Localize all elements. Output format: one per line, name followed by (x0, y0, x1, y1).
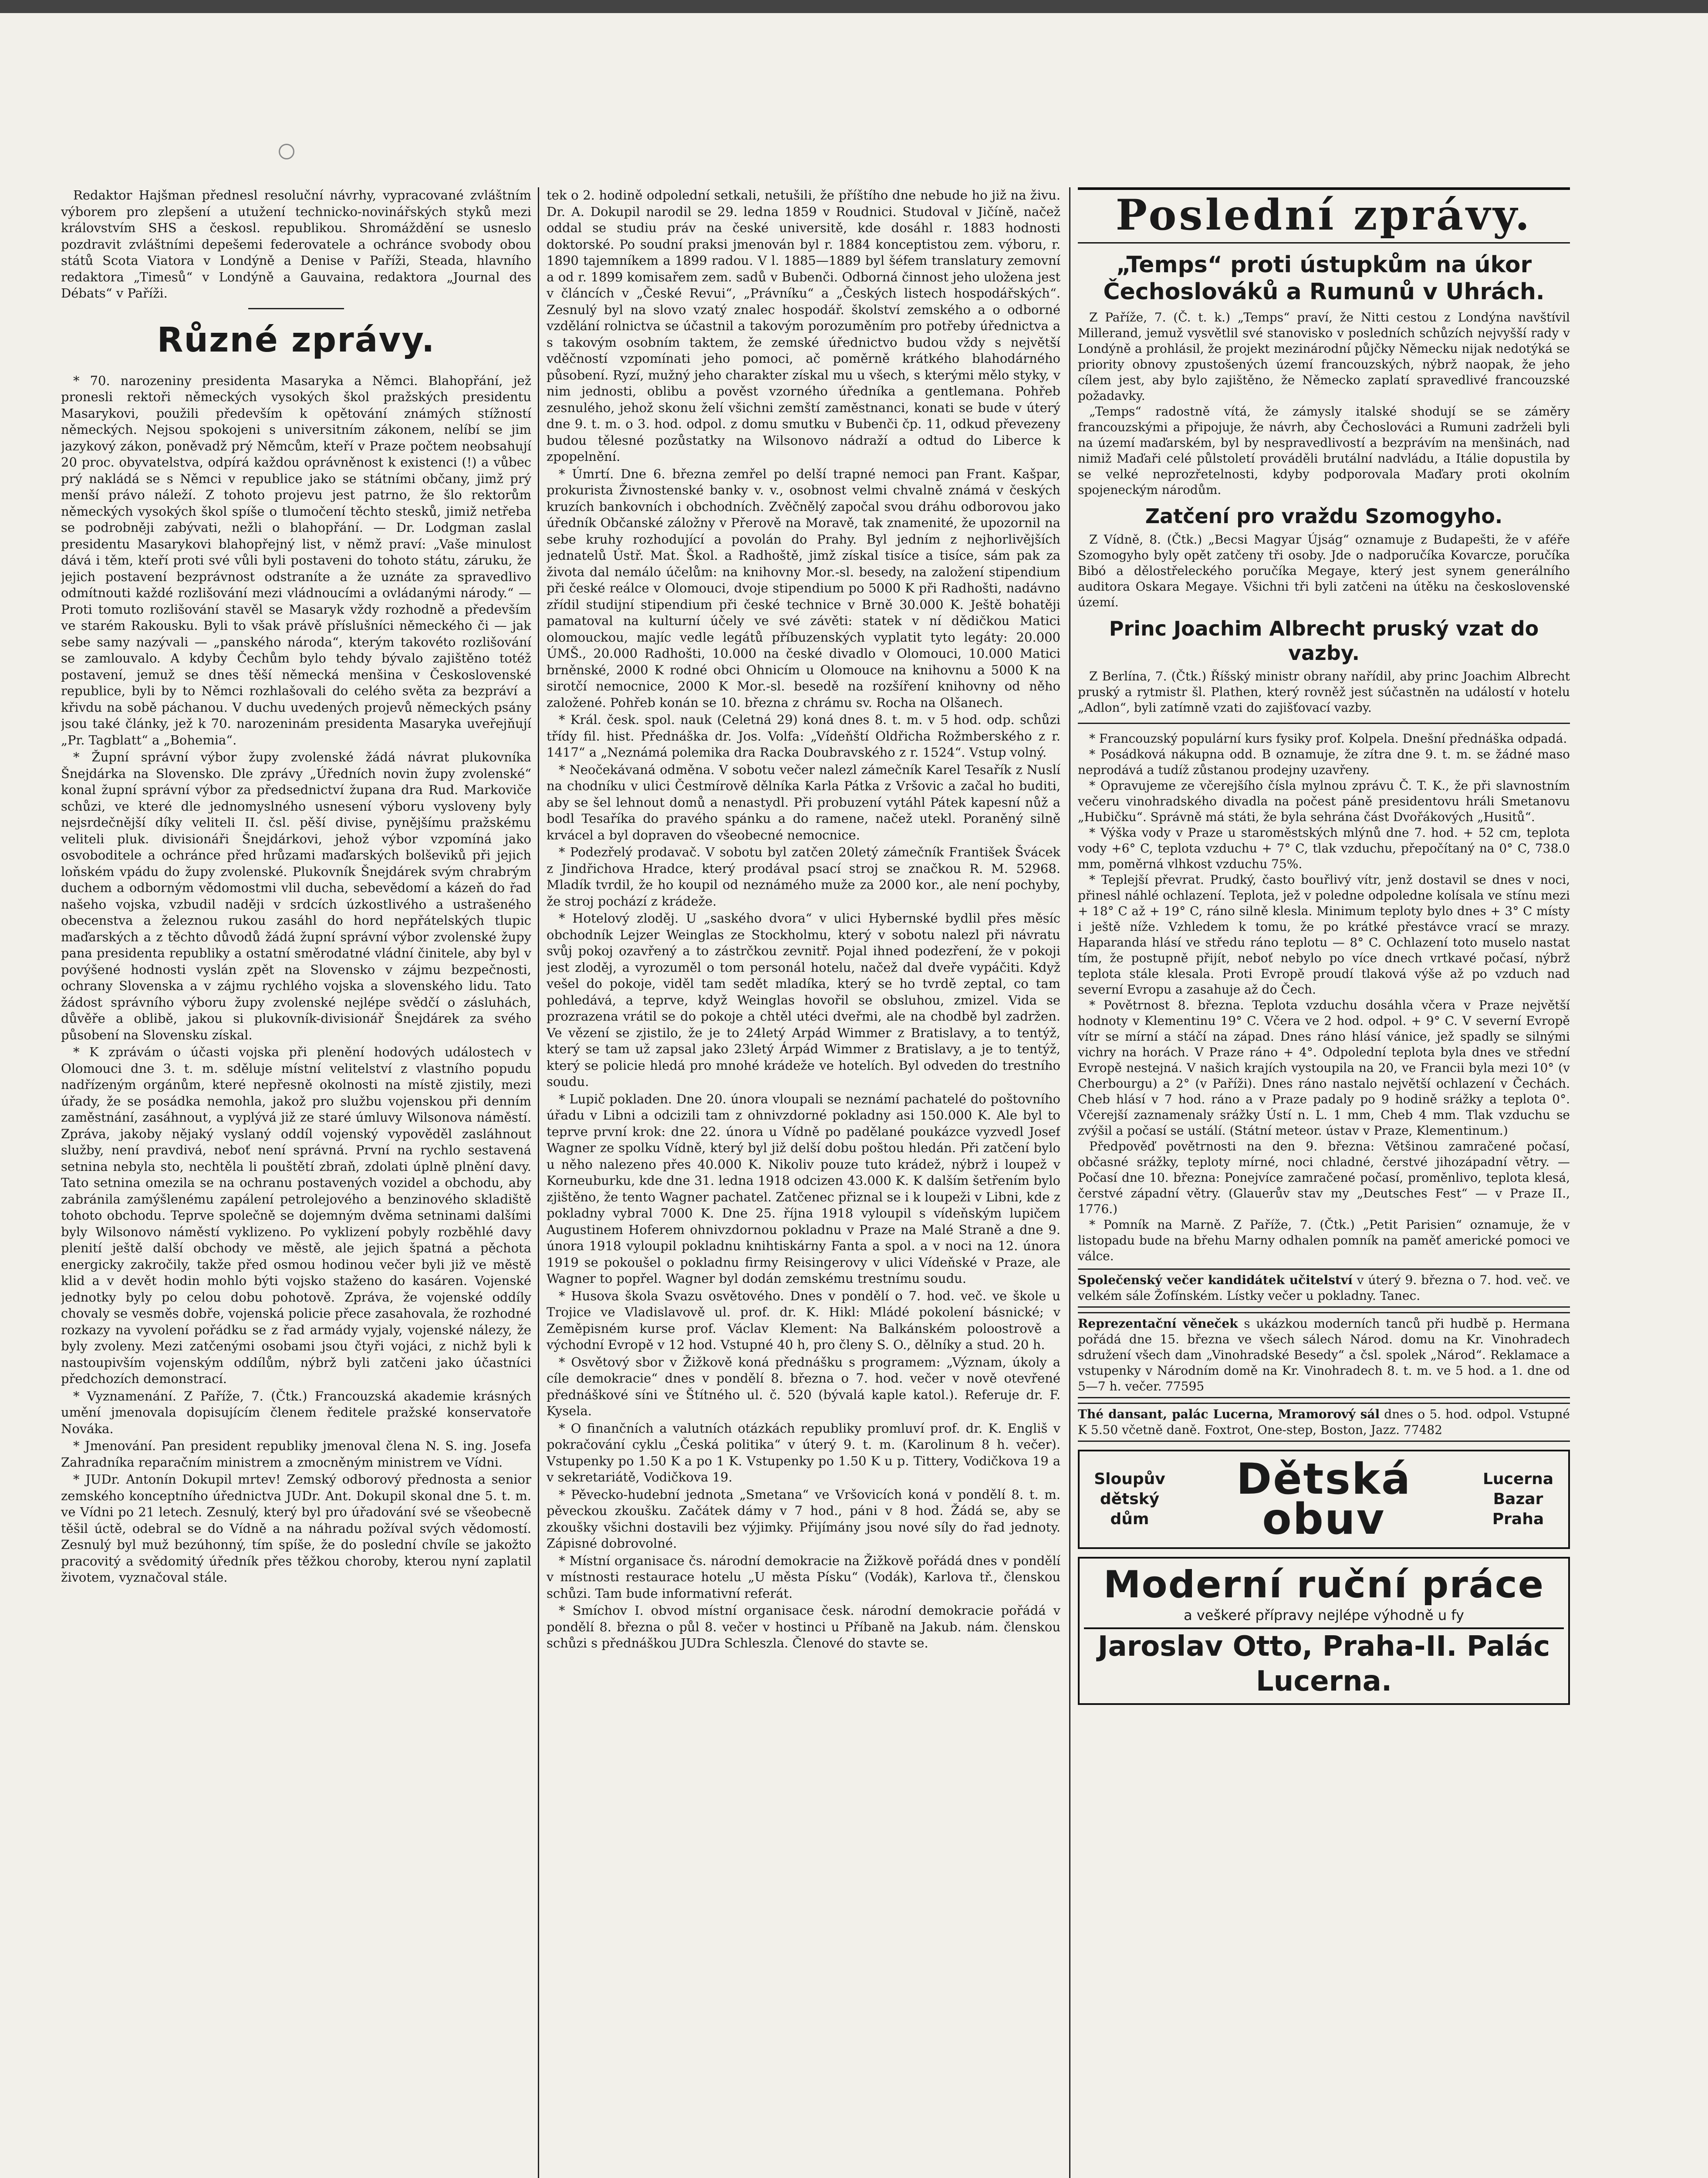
ad-company: Jaroslav Otto, Praha-II. Palác Lucerna. (1084, 1627, 1564, 1699)
article-paragraph: * O finančních a valutních otázkách republiky promluví prof. dr. K. Engliš v pokračování cyklu „Česká politika“ v úterý 9. t. m. (Karolinum 8 h. večer). Vstupenky po 1.50 K a po 1 K. Vstupenky po 1.50 K u p. Tittery, Vodičkova 19 a v sekretariátě, Vodičkova 19. (547, 1420, 1060, 1485)
article-paragraph: * Pěvecko-hudební jednota „Smetana“ ve Vršovicích koná v pondělí 8. t. m. pěveckou zkoušku. Začátek dámy v 7 hod., páni v 8 hod. Žádá se, aby se zkoušky všichni dostavili bez výjimky. Přijímány jsou nové síly do řad jednoty. Zápisné dobrovolné. (547, 1487, 1060, 1551)
short-news: Předpověď povětrnosti na den 9. března: Většinou zamračené počasí, občasné srážky, teploty mírné, noci chladné, čerstvé jihozápadní větry. — Počasí dne 10. března: Ponejvíce zamračené počasí, proměnlivo, teplota klesá, čerstvé západní větry. (Glauerův stav my „Deutsches Fest“ — v Praze II., 1776.) (1078, 1139, 1570, 1216)
short-news: * Pomník na Marně. Z Paříže, 7. (Čtk.) „Petit Parisien“ oznamuje, že v listopadu bude na břehu Marny odhalen pomník na paměť americké pomoci ve válce. (1078, 1218, 1570, 1263)
ad-title: Thé dansant, palác Lucerna, Mramorový sál (1078, 1407, 1380, 1421)
ad-right-text: Lucerna Bazar Praha (1482, 1470, 1553, 1528)
article-paragraph: * Král. česk. spol. nauk (Celetná 29) koná dnes 8. t. m. v 5 hod. odp. schůzi třídy fil. hist. Přednáška dr. Jos. Volfa: „Vídeňští Oldřicha Rožmberského z r. 1417“ a „Neznámá polemika dra Racka Doubravského z r. 1524“. Vstup volný. (547, 712, 1060, 760)
article-paragraph: * Vyznamenání. Z Paříže, 7. (Čtk.) Francouzská akademie krásných umění jmenovala dopisujícím členem ředitele pražské konservatoře Nováka. (61, 1388, 531, 1436)
column-2 (547, 187, 1060, 2178)
ad-text: s ukázkou moderních tanců při hudbě p. Hermana pořádá dne 15. března ve všech sálech Národ. domu na Kr. Vinohradech sdružení všech dam „Vinohradské Besedy“ a čsl. spolek „Národ“. Reklamace a vstupenky v Národním domě na Kr. Vinohradech 8. t. m. ve 5 hod. a 1. dne od 5—7 h. večer. 77595 (1078, 1316, 1570, 1393)
advertisement (1078, 1268, 1570, 1308)
ad-title: Reprezentační věneček (1078, 1316, 1238, 1331)
separator (248, 308, 344, 309)
ad-title: Společenský večer kandidátek učitelství (1078, 1273, 1353, 1287)
article-paragraph: * 70. narozeniny presidenta Masaryka a Němci. Blahopřání, jež pronesli rektoři německých vysokých škol pražských presidentu Masarykovi, použili především k opětování známých stížností německých. Nejsou spokojeni s universitním zákonem, nelíbí se jim jazykový zákon, poněvadž prý Němcům, kteří v Praze počtem neobsahují 20 proc. obyvatelstva, odpírá každou oprávněnost k existenci (!) a vůbec prý nakládá se s Němci v republice jako se státními občany, jimž prý menší právo náleží. Z tohoto projevu jest patrno, že šlo rektorům německých vysokých škol spíše o tlumočení těchto stesků, jimiž netřeba se podrobněji zabývati, nežli o blahopřání. — Dr. Lodgman zaslal presidentu Masarykovi blahopřejný list, v němž praví: „Vaše minulost dává i těm, kteří proti své vůli byli postaveni do tohoto státu, záruku, že jejich postavení bezprávnost odstraníte a že uznáte za spravedlivo odmítnouti každé rozlišování mezi vládnoucími a ovládanými národy.“ — Proti tomuto rozlišování stavěl se Masaryk vždy rozhodně a především ve starém Rakousku. Byli to však právě příslušníci německého či — jak sebe samy nazývali — „panského národa“, kterým takovéto rozlišování se zamlouvalo. A kdyby Čechům bylo tehdy bývalo zajištěno totéž postavení, jemuž se dnes těší německá menšina v Československé republice, byli by to Němci rozhlašovali do celého světa za bezpráví a křivdu na sobě páchanou. V duchu uvedených projevů německých psány jsou také články, jež k 70. narozeninám presidenta Masaryka uveřejňují „Pr. Tagblatt“ a „Bohemia“. (61, 373, 531, 747)
article-paragraph: * Neočekávaná odměna. V sobotu večer nalezl zámečník Karel Tesařík z Nuslí na chodníku v ulici Čestmírově dělníka Karla Pátka z Vršovic a začal ho buditi, aby se šel lehnout domů a nenastydl. Při probuzení vytáhl Pátek kapesní nůž a bodl Tesaříka do pravého spánku a do ramene, načež utekl. Poraněný silně krvácel a byl dopraven do všeobecné nemocnice. (547, 762, 1060, 842)
latest-news-banner (1078, 187, 1570, 244)
short-news: * Francouzský populární kurs fysiky prof. Kolpela. Dnešní přednáška odpadá. (1089, 731, 1567, 746)
headline: Zatčení pro vraždu Szomogyho. (1145, 504, 1503, 528)
ad-text: dnes o 5. hod. odpol. Vstupné K 5.50 včetně daně. Foxtrot, One-step, Boston, Jazz. 77482 (1078, 1407, 1570, 1437)
advertisement (1078, 1403, 1570, 1442)
article-paragraph: tek o 2. hodině odpolední setkali, netušili, že příštího dne nebude ho již na živu. Dr. A. Dokupil narodil se 29. ledna 1859 v Roudnici. Studoval v Jičíně, načež oddal se studiu práv na české universitě, kde dosáhl r. 1883 hodnosti doktorské. Po soudní praksi jmenován byl r. 1884 konceptistou zem. výboru, r. 1890 tajemníkem a 1899 radou. V l. 1885—1889 byl šéfem translatury zemovní a od r. 1899 komisařem zem. sadů v Bubenči. Odborná činnost jeho uložena jest v článcích v „České Revui“, „Právníku“ a „Českých listech hospodářských“. Zesnulý byl na slovo vzatý znalec hospodář. školství zemského a o odborné vzdělání rolnictva se účastnil a takovým porozuměním pro potřeby úřednictva a s takovým osobním taktem, že zemské úřednictvo budou vždy s největší vděčností vzpomínati jeho pomoci, ač poměrně krátkého blahodárného působení. Ryzí, mužný jeho charakter získal mu u všech, s kterými mělo styky, v nim jednosti, oblibu a pověst vzorného úředníka a gentlemana. Pohřeb zesnulého, jehož skonu želí všichni zemští zaměstnanci, konati se bude v úterý dne 9. t. m. o 3. hod. odpol. z domu smutku v Bubenči čp. 11, odkud převezeny budou tělesné pozůstatky na Wilsonovo nádraží a odtud do Liberce k zpopelnění. (547, 188, 1060, 464)
article-paragraph: * Hotelový zloděj. U „saského dvora“ v ulici Hybernské bydlil přes měsíc obchodník Lejzer Weinglas ze Stockholmu, který v sobotu nalezl při návratu svůj pokoj ozavřený a to zástrčkou zevnitř. Pojal ihned podezření, že v pokoji jest zloděj, a vyrozuměl o tom personál hotelu, načež dal dveře vypáčiti. Když vešel do pokoje, viděl tam sedět mladíka, který se ho tvrdě zeptal, co tam pohledává, a teprve, když Weinglas hovořil se obsluhou, zmizel. Vida se prozrazena vrátil se do pokoje a chtěl utéci dveřmi, ale na chodbě byl zadržen. Ve vězení se zjistilo, že je to 24letý Arpád Wimmer z Bratislavy, a to tentýž, který se tam už zapsal jako 23letý Árpád Wimmer z Bratislavy, a je to tentýž, který se policie hledá pro mnohé krádeže ve hotelích. Byl odveden do trestního soudu. (547, 911, 1060, 1089)
advertisement (1078, 1312, 1570, 1398)
page-top-bar (0, 0, 1708, 13)
print-mark (279, 144, 294, 159)
short-news: * Teplejší převrat. Prudký, často bouřlivý vítr, jenž dostavil se dnes v noci, přinesl náhlé ochlazení. Teplota, jež v poledne odpoledne kolísala ve stínu mezi + 18° C až + 19° C, ráno silně klesla. Minimum teploty bylo dnes + 3° C místy i ještě níže. Vzhledem k tomu, že po krátké přestávce vrací se mrazy. Haparanda hlásí ve středu ráno teplotu — 8° C. Ochlazení toto muselo nastat tím, že postupně přijít, neboť nebylo po více dnech vrtkavé počasí, nýbrž teplota stále klesala. Proti Evropě proudí tlaková výše až po vzduch nad severní Evropu a zasahuje až do Čech. (1078, 873, 1570, 997)
news-paragraph: Z Vídně, 8. (Čtk.) „Becsi Magyar Újság“ oznamuje z Budapešti, že v aféře Szomogyho byly opět zatčeny tři osoby. Jde o nadporučíka Kovarcze, poručíka Bibó a dělostřeleckého poručíka Megaye, který jest synem generálního auditora Oskara Megaye. Všichni tři byli zatčeni na útěku na československé území. (1078, 532, 1570, 609)
column-1 (61, 187, 531, 2178)
article-paragraph: * Místní organisace čs. národní demokracie na Žižkově pořádá dnes v pondělí v místnosti restaurace hotelu „U města Písku“ (Vodák), Karlova tř., členskou schůzi. Tam bude informativní referát. (547, 1553, 1060, 1601)
column-3 (1078, 187, 1570, 2178)
article-paragraph: * Lupič pokladen. Dne 20. února vloupali se neznámí pachatelé do poštovního úřadu v Libni a odcizili tam z ohnivzdorné pokladny asi 150.000 K. Ale byl to teprve první krok: dne 22. února u Vídně po padělané poukázce vyzvedl Josef Wagner ze spolku Vídně, který byl již delší dobu poštou hledán. Při zatčení bylo u něho nalezeno přes 40.000 K. Nikoliv pouze tuto krádež, nýbrž i loupež v Korneuburku, kde dne 31. ledna 1918 odcizen 43.000 K. K dalším šetřením bylo zjištěno, že tento Wagner pachatel. Zatčenec přiznal se i k loupeži v Libni, kde z pokladny vybral 7000 K. Dne 25. října 1918 vyloupil s vídeňským lupičem Augustinem Hoferem ohnivzdornou pokladnu v Praze na Malé Straně a dne 9. února 1918 vyloupil pokladnu knihtiskárny Fanta a spol. a v noci na 12. února 1919 se pokoušel o pokladnu firmy Reisingerovy v ulici Vídeňské v Praze, ale Wagner to popřel. Wagner byl dodán zemskému trestnímu soudu. (547, 1091, 1060, 1286)
short-news: * Povětrnost 8. března. Teplota vzduchu dosáhla včera v Praze největší hodnoty v Klementinu 19° C. Včera ve 2 hod. odpol. + 9° C. V severní Evropě vítr se mírní a stáčí na západ. Dnes ráno hlásí vánice, jež spadly se silnými vichry na horách. V Praze ráno + 4°. Odpolední teplota byla dnes ve střední Evropě nestejná. V našich krajích vystoupila na 20, ve Francii byla mezi 10° (v Cherbourgu) a 2° (v Paříži). Dnes ráno nastalo největší ochlazení v Čechách. Cheb hlásí v 7 hod. ráno a v Praze padaly po 9 hodině srážky a teplota 0°. Včerejší zaznamenaly srážky Ústí n. L. 1 mm, Cheb 4 mm. Tlak vzduchu se zvýšil a počasí se ustálí. (Státní meteor. ústav v Praze, Klementinum.) (1078, 998, 1570, 1138)
handcraft-advertisement (1078, 1557, 1570, 1705)
news-paragraph: Z Berlína, 7. (Čtk.) Říšský ministr obrany nařídil, aby princ Joachim Albrecht pruský a rytmistr šl. Plathen, který rovněž jest súčastněn na událostí v hotelu „Adlon“, byli zatímně vzati do zajišťovací vazby. (1078, 669, 1570, 715)
short-news: * Opravujeme ze včerejšího čísla mylnou zprávu Č. T. K., že při slavnostním večeru vinohradského divadla na počest páně presidentovu hráli Smetanovu „Hubičku“. Správně má státi, že byla sehrána část Dvořákových „Husitů“. (1078, 778, 1570, 824)
ad-headline (1236, 1454, 1412, 1544)
ad-left-text: Sloupův dětský dům (1094, 1470, 1165, 1528)
shoe-advertisement (1078, 1450, 1570, 1549)
article-paragraph: * Župní správní výbor župy zvolenské žádá návrat plukovníka Šnejdárka na Slovensko. Dle zprávy „Úředních novin župy zvolenské“ konal župní správní výbor za předsednictví župana dra Rud. Markoviče schůzi, ve které dle jednomyslného usnesení výboru vysloveny byly nejsrdečnější díky veliteli II. čsl. pěší divise, pynějšímu pražskému veliteli pluk. divisionáři Šnejdárkovi, jehož výbor vzpomíná jako osvoboditele a ochránce před hrůzami maďarských bolševiků při jejich loňském vpádu do župy zvolenské. Plukovník Šnejdárek svým chrabrým duchem a odborným vědomostmi vlil ducha, sebevědomí a kázeň do řad našeho vojska, vzbudil naději v srdcích úzkostlivého a ustrašeného obecenstva a železnou rukou zasáhl do hord nepřátelských tlupic maďarských a z těchto důvodů žádá župní správní výbor zvolenské župy pana presidenta republiky a ostatní směrodatné vládní činitele, aby byl v povýšené hodnosti vyslán zpět na Slovensko v zájmu bezpečnosti, ochrany Slovenska a v zájmu rychlého vojska a slovenského lidu. Tato žádost správního výboru župy zvolenské nejlépe svědčí o zásluhách, důvěře a oblibě, jakou si plukovník-divisionář Šnejdárek za svého působení na Slovensku získal. (61, 750, 531, 1042)
short-news: * Výška vody v Praze u staroměstských mlýnů dne 7. hod. + 52 cm, teplota vody +6° C, teplota vzduchu + 7° C, tlak vzduchu, přepočítaný na 0° C, 738.0 mm, poměrná vlhkost vzduchu 75%. (1078, 825, 1570, 871)
ad-subline: a veškeré přípravy nejlépe výhodně u fy (1184, 1607, 1464, 1623)
short-news: * Posádková nákupna odd. B oznamuje, že zítra dne 9. t. m. se žádné maso neprodává a tudíž zůstanou prodejny uzavřeny. (1078, 747, 1570, 777)
news-paragraph: „Temps“ radostně vítá, že zámysly italské shodují se se záměry francouzskými a připojuje, že návrh, aby Čechoslováci a Rumuni zadrželi byli na území maďarském, byl by nespravedlivostí a bezprávím na menšinách, nad nimiž Maďaři celé půlstoletí prováděli brutální nadvládu, a Itálie dopustila by se velké neprozřetelnosti, kdyby podporovala Maďary proti okolním spojeneckým národům. (1078, 404, 1570, 497)
article-paragraph: * Smíchov I. obvod místní organisace česk. národní demokracie pořádá v pondělí 8. března o půl 8. večer v hostinci u Příbaně na Jakub. nám. členskou schůzi s přednáškou JUDra Schleszla. Členové do stavte se. (547, 1603, 1060, 1650)
article-paragraph: * Úmrtí. Dne 6. března zemřel po delší trapné nemoci pan Frant. Kašpar, prokurista Živnostenské banky v. v., osobnost velmi chvalně známá v českých kruzích bankovních i obchodních. Zvěčnělý započal svou dráhu odborovou jako úředník Občanské záložny v Přerově na Moravě, tak znamenité, že upozornil na sebe kruhy rozhodující a povolán do Prahy. Byl jedním z nejhorlivějších jednatelů Ústř. Mat. Škol. a Radhoště, jimž získal tisíce a tisíce, sám pak za života dal nemálo účelům: na knihovny Mor.-sl. besedy, na založení stipendium při české reálce v Olomouci, dvoje stipendium po 5000 K při Radhošti, nadávno zřídil studijní stipendium při české technice v Brně 30.000 K. Ještě bohatěji pamatoval na kulturní účely ve své závěti: statek v ní dědičkou Matici olomouckou, majíc vedle legátů příbuzenských vyplatit tyto legáty: 20.000 ÚMŠ., 20.000 Radhošti, 10.000 na české divadlo v Olomouci, 10.000 Matici brněnské, 2000 K rodné obci Ohnicím u Olomouce na knihovnu a 5000 K na sirotčí nemocnice, 2000 K Mor.-sl. besedě na rozšíření knihovny od něho založené. Pohřeb konán se 10. března z chrámu sv. Rocha na Olšanech. (547, 466, 1060, 710)
headline: „Temps“ proti ústupkům na úkor Čechoslováků a Rumunů v Uhrách. (1103, 252, 1545, 305)
separator (1078, 723, 1570, 724)
ad-headline-line2: obuv (1262, 1495, 1386, 1544)
article-paragraph: * JUDr. Antonín Dokupil mrtev! Zemský odborový přednosta a senior zemského konceptního úřednictva JUDr. Ant. Dokupil skonal dne 5. t. m. ve Vídni po 21 letech. Zesnulý, který byl pro úřadování své se všeobecně těšil úctě, odebral se do Vídně a na náhradu požíval svých vědomostí. Zesnulý byl muž bezúhonný, tím spíše, že do poslední chvíle se jakožto pracovitý a svědomitý úředník přes těžkou choroby, kterou nyní zaplatil životem, vyznačoval stále. (61, 1472, 531, 1585)
article-paragraph: * K zprávám o účasti vojska při plenění hodových událostech v Olomouci dne 3. t. m. sděluje místní velitelství z vlastního popudu nadřízeným orgánům, které nepřesně okolnosti na místě zjistily, mezi úřady, že se posádka nemohla, jakož pro službu vojenskou při denním zaměstnání, zasáhnout, a vyplývá již ze staré úmluvy Wilsonova náměstí. Zpráva, jakoby nějaký vyslaný oddíl vojenský vypověděl zasláhnout služby, není pravdivá, neboť není správná. První na rychlo sestavená setnina nebyla sto, nechtěla li pouštětí zbraň, zdolati úplně plnění davy. Tato setnina omezila se na ochranu postavených vozidel a obchodu, aby zabránila zamýšlenému zapálení petrolejového a benzinového skladiště tohoto obchodu. Teprve společně se dojemným dvěma setninami dalšími byly Wilsonovo náměstí vyklizeno. Po vyklizení pobyly rozběhlé davy plenití ještě další obchody ve městě, ale jejich špatná a pěchota energicky zakročily, takže před osmou hodinou večer byli již ve městě klid a v devět hodin mohlo býti vojsko staženo do kasáren. Vojenské jednotky byly po celou dobu pohotově. Zpráva, že vojenské oddíly chovaly se vesměs dobře, vojenská policie přece zasahovala, že rozhodné rozkazy na vyvolení pořádku se z řad armády vyjaly, vojenské nálezy, že byly zvoleny. Mezi zatčenými osobami jsou čtyři vojáci, z nichž byli k nastoupivším vojenským oddílům, nýbrž byli zatčeni jako účastníci předchozích demonstrací. (61, 1045, 531, 1386)
headline: Princ Joachim Albrecht pruský vzat do vazby. (1109, 617, 1539, 665)
section-title: Různé zprávy. (157, 320, 435, 360)
intro-paragraph: Redaktor Hajšman přednesl resoluční návrhy, vypracované zvláštním výborem pro zlepšení a utužení technicko-novinářských styků mezi královstvím SHS a českosl. republikou. Shromáždění se usneslo pozdravit zvláštními depešemi federovatele a ochránce svobody obou států Scota Viatora v Londýně a Denise v Paříži, Steada, hlavního redaktora „Timesů“ v Londýně a Gauvaina, redaktora „Journal des Débats“ v Paříži. (61, 188, 531, 301)
column-rule (538, 187, 539, 2178)
article-paragraph: * Osvětový sbor v Žižkově koná přednášku s programem: „Význam, úkoly a cíle demokracie“ dnes v pondělí 8. března o 7. hod. večer v nově otevřené přednáškové síni ve Štítného ul. č. 520 (bývalá kaple katol.). Referuje dr. F. Kysela. (547, 1354, 1060, 1418)
news-paragraph: Z Paříže, 7. (Č. t. k.) „Temps“ praví, že Nitti cestou z Londýna navštívil Millerand, jemuž vysvětlil své stanovisko v posledních schůzích nejvyšší rady v Londýně a prohlásil, že projekt mezinárodní půjčky Německu nijak nedotýká se priority obnovy zpustošených území francouzských, nýbrž naopak, že jeho cílem jest, aby bylo zajištěno, že Německo zaplatí spravedlivé francouzské požadavky. (1078, 310, 1570, 403)
article-paragraph: * Jmenování. Pan president republiky jmenoval člena N. S. ing. Josefa Zahradníka reparačním ministrem a zmocněným ministrem ve Vídni. (61, 1438, 531, 1470)
column-rule (1069, 187, 1070, 2178)
ad-headline-line1: Dětská (1236, 1454, 1412, 1504)
latest-news-title: Poslední zprávy. (1115, 190, 1532, 240)
ad-text: v úterý 9. března o 7. hod. več. ve velkém sále Žofínském. Lístky večer u pokladny. Tanec. (1078, 1273, 1570, 1303)
ad-headline: Moderní ruční práce (1103, 1563, 1545, 1606)
article-paragraph: * Husova škola Svazu osvětového. Dnes v pondělí o 7. hod. več. ve škole u Trojice ve Vladislavově ul. prof. dr. K. Hikl: Mládé pokolení básnické; v Zeměpisném kurse prof. Václav Klement: Na Balkánském poloostrově a východní Evropě v 12 hod. Vstupné 40 h, pro členy S. O., dělníky a stud. 20 h. (547, 1288, 1060, 1352)
article-paragraph: * Podezřelý prodavač. V sobotu byl zatčen 20letý zámečník František Švácek z Jindřichova Hradce, který prodával psací stroj se značkou R. M. 52968. Mladík tvrdil, že ho koupil od neznámého muže za 2000 kor., ale není pochyby, že stroj pochází z krádeže. (547, 845, 1060, 909)
